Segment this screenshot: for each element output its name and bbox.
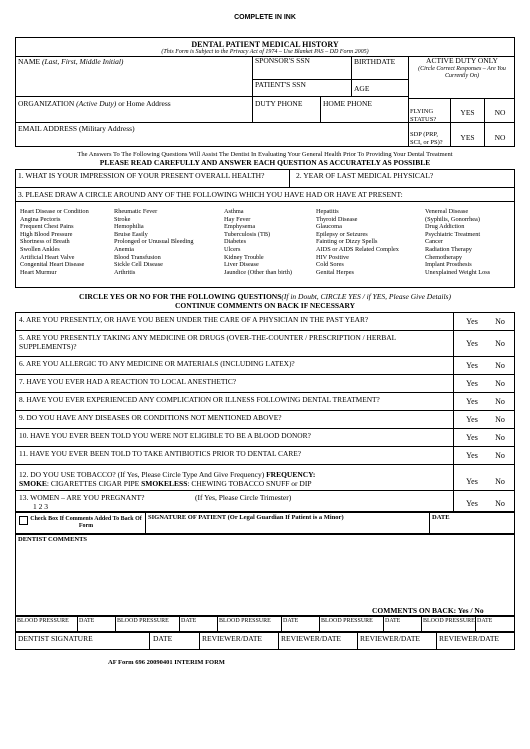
question-11[interactable]: 11. HAVE YOU EVER BEEN TOLD TO TAKE ANTIBIOTICS PRIOR TO DENTAL CARE?	[19, 449, 302, 458]
name-hint: (Last, First, Middle Initial)	[41, 57, 124, 66]
tobacco-types[interactable]	[19, 480, 312, 489]
condition-item[interactable]: HIV Positive	[316, 253, 349, 261]
condition-item[interactable]: Chemotherapy	[425, 253, 463, 261]
question-13[interactable]: 13. WOMEN – ARE YOU PREGNANT?	[19, 493, 145, 502]
question-8-yes[interactable]: Yes	[466, 397, 478, 406]
reviewer-date-1[interactable]: REVIEWER/DATE	[202, 634, 262, 643]
condition-item[interactable]: Rheumatic Fever	[114, 208, 158, 215]
checkbox-label: Check Box If Comments Added To Back Of Form	[30, 516, 142, 529]
blood-pressure-date-field[interactable]: DATE	[181, 618, 197, 624]
condition-item[interactable]: Heart Murmur	[20, 268, 57, 276]
question-4-no[interactable]: No	[495, 317, 505, 326]
dentist-comments-label: DENTIST COMMENTS	[18, 536, 88, 543]
comments-on-back[interactable]: COMMENTS ON BACK: Yes / No	[372, 606, 484, 615]
condition-item[interactable]: Artificial Heart Valve	[20, 253, 75, 261]
question-5-yes[interactable]: Yes	[466, 339, 478, 348]
condition-item[interactable]: Heart Disease or Condition	[20, 208, 89, 215]
blood-pressure-date-field[interactable]: DATE	[385, 618, 401, 624]
question-3: 3. PLEASE DRAW A CIRCLE AROUND ANY OF THE FOLLOWING WHICH YOU HAVE HAD OR HAVE AT PRESENT:	[18, 190, 403, 199]
question-4[interactable]: 4. ARE YOU PRESENTLY, OR HAVE YOU BEEN UNDER THE CARE OF A PHYSICIAN IN THE PAST YEAR?	[19, 315, 369, 324]
circle-heading-hint: (If in Doubt, CIRCLE YES / if YES, Please Give Details)	[281, 292, 451, 301]
condition-item[interactable]: Emphysema	[224, 223, 256, 231]
question-5[interactable]: 5. ARE YOU PRESENTLY TAKING ANY MEDICINE OR DRUGS (OVER-THE-COUNTER / PRESCRIPTION / HERBAL SUPPLEMENTS)?	[19, 333, 396, 351]
blood-pressure-date-field[interactable]: DATE	[477, 618, 493, 624]
condition-item[interactable]: Blood Transfusion	[114, 253, 161, 261]
sdp-yes[interactable]: YES	[460, 133, 475, 142]
smoke-label: SMOKE	[19, 479, 47, 488]
condition-item[interactable]: Cold Sores	[316, 261, 344, 269]
blood-pressure-field[interactable]: BLOOD PRESSURE	[17, 618, 69, 624]
blood-pressure-field[interactable]: BLOOD PRESSURE	[423, 618, 475, 624]
condition-item[interactable]: Hemophilia	[114, 223, 144, 231]
organization-tail: or Home Address	[118, 99, 171, 108]
patient-signature-field[interactable]: SIGNATURE OF PATIENT (Or Legal Guardian If Patient is a Minor)	[148, 514, 344, 521]
condition-item[interactable]: Kidney Trouble	[224, 253, 264, 261]
email-field[interactable]: EMAIL ADDRESS (Military Address)	[18, 124, 135, 133]
condition-item[interactable]: (Syphilis, Gonorrhea)	[425, 215, 480, 223]
question-11-no[interactable]: No	[495, 451, 505, 460]
question-8[interactable]: 8. HAVE YOU EVER EXPERIENCED ANY COMPLICATION OR ILLNESS FOLLOWING DENTAL TREATMENT?	[19, 395, 380, 404]
conditions-column-5	[425, 208, 490, 276]
question-5-no[interactable]: No	[495, 339, 505, 348]
condition-item[interactable]: Ulcers	[224, 245, 241, 253]
active-duty-hint: (Circle Correct Responses – Are You Currently On)	[418, 66, 506, 79]
question-6[interactable]: 6. ARE YOU ALLERGIC TO ANY MEDICINE OR MATERIALS (INCLUDING LATEX)?	[19, 359, 295, 368]
instructions-line2: PLEASE READ CAREFULLY AND ANSWER EACH QUESTION AS ACCURATELY AS POSSIBLE	[99, 158, 431, 167]
dentist-signature-field[interactable]: DENTIST SIGNATURE	[18, 634, 93, 643]
duty-phone-field[interactable]: DUTY PHONE	[255, 99, 303, 108]
condition-item[interactable]: Venereal Disease	[425, 208, 469, 215]
condition-item[interactable]: Drug Addiction	[425, 223, 465, 231]
blood-pressure-field[interactable]: BLOOD PRESSURE	[117, 618, 169, 624]
question-13-no[interactable]: No	[495, 499, 505, 508]
comments-added-checkbox[interactable]	[19, 516, 28, 525]
condition-item[interactable]: Implant Prosthesis	[425, 261, 472, 269]
tobacco-frequency-label: FREQUENCY:	[266, 470, 316, 479]
question-12-text: 12. DO YOU USE TOBACCO? (If Yes, Please Circle Type And Give Frequency)	[19, 470, 265, 479]
birthdate-field[interactable]: BIRTHDATE	[354, 57, 396, 66]
question-7-no[interactable]: No	[495, 379, 505, 388]
smoke-items: : CIGARETTES CIGAR PIPE	[46, 479, 140, 488]
name-field[interactable]	[18, 58, 123, 67]
question-11-yes[interactable]: Yes	[466, 451, 478, 460]
condition-item[interactable]: Jaundice (Other than birth)	[224, 268, 293, 276]
home-phone-field[interactable]: HOME PHONE	[323, 99, 372, 108]
question-10-yes[interactable]: Yes	[466, 433, 478, 442]
organization-hint: (Active Duty)	[76, 99, 117, 108]
blood-pressure-field[interactable]: BLOOD PRESSURE	[321, 618, 373, 624]
condition-item[interactable]: High Blood Pressure	[20, 230, 73, 238]
smokeless-label: SMOKELESS	[141, 479, 188, 488]
condition-item[interactable]: Cancer	[425, 238, 443, 246]
conditions-column-3	[224, 208, 292, 276]
dentist-comments-box[interactable]	[15, 534, 515, 616]
question-10-no[interactable]: No	[495, 433, 505, 442]
condition-item[interactable]: Hay Fever	[224, 215, 251, 223]
condition-item[interactable]: Congenital Heart Disease	[20, 261, 85, 269]
conditions-column-1	[20, 208, 89, 276]
condition-item[interactable]: AIDS or AIDS Related Complex	[316, 245, 399, 253]
condition-item[interactable]: Thyroid Disease	[316, 215, 358, 223]
condition-item[interactable]: Anemia	[114, 245, 134, 253]
condition-item[interactable]: Frequent Chest Pains	[20, 223, 74, 231]
instructions-line1: The Answers To The Following Questions Will Assist The Dentist In Evaluating Your General Health Prior To Providing Your Dental Treatment	[77, 151, 453, 158]
question-7[interactable]: 7. HAVE YOU EVER HAD A REACTION TO LOCAL ANESTHETIC?	[19, 377, 237, 386]
condition-item[interactable]: Liver Disease	[224, 261, 259, 269]
question-10[interactable]: 10. HAVE YOU EVER BEEN TOLD YOU WERE NOT ELIGIBLE TO BE A BLOOD DONOR?	[19, 431, 311, 440]
blood-pressure-date-field[interactable]: DATE	[79, 618, 95, 624]
condition-item[interactable]: Radiation Therapy	[425, 245, 472, 253]
question-6-no[interactable]: No	[495, 361, 505, 370]
question-13-yes[interactable]: Yes	[466, 499, 478, 508]
sdp-label: SDP (PRP, SCI, or PS)?	[410, 131, 443, 146]
review-date-field[interactable]: DATE	[153, 634, 173, 643]
organization-field[interactable]	[18, 100, 171, 109]
condition-item[interactable]: Bruise Easily	[114, 230, 148, 238]
flying-yes[interactable]: YES	[460, 108, 475, 117]
question-9-yes[interactable]: Yes	[466, 415, 478, 424]
condition-item[interactable]: Fainting or Dizzy Spells	[316, 238, 378, 246]
active-duty-only-label: ACTIVE DUTY ONLY	[426, 56, 498, 65]
condition-item[interactable]: Sickle Cell Disease	[114, 261, 163, 269]
condition-item[interactable]: Swollen Ankles	[20, 245, 60, 253]
condition-item[interactable]: Glaucoma	[316, 223, 342, 231]
complete-in-ink: COMPLETE IN INK	[234, 14, 296, 21]
blood-pressure-date-field[interactable]: DATE	[283, 618, 299, 624]
condition-item[interactable]: Arthritis	[114, 268, 136, 276]
patient-ssn-field[interactable]: PATIENT'S SSN	[255, 80, 306, 89]
continue-comments-note: CONTINUE COMMENTS ON BACK IF NECESSARY	[174, 301, 356, 310]
condition-item[interactable]: Hepatitis	[316, 208, 339, 215]
question-8-no[interactable]: No	[495, 397, 505, 406]
trimester-options[interactable]: 1 2 3	[33, 502, 48, 511]
conditions-column-4	[316, 208, 399, 276]
condition-item[interactable]: Genital Herpes	[316, 268, 354, 276]
condition-item[interactable]: Tuberculosis (TB)	[224, 230, 271, 238]
condition-item[interactable]: Prolonged or Unusual Bleeding	[114, 238, 194, 246]
circle-heading-main: CIRCLE YES OR NO FOR THE FOLLOWING QUESTIONS	[79, 292, 282, 301]
flying-status-label: FLYING STATUS?	[410, 108, 437, 123]
question-4-yes[interactable]: Yes	[466, 317, 478, 326]
condition-item[interactable]: Shortness of Breath	[20, 238, 70, 246]
condition-item[interactable]: Unexplained Weight Loss	[425, 268, 491, 276]
conditions-column-2	[114, 208, 194, 276]
organization-label: ORGANIZATION	[18, 99, 75, 108]
flying-no[interactable]: NO	[494, 108, 506, 117]
condition-item[interactable]: Asthma	[224, 208, 244, 215]
name-label: NAME	[18, 57, 41, 66]
smokeless-items: : CHEWING TOBACCO SNUFF or DIP	[187, 479, 312, 488]
question-13-hint: (If Yes, Please Circle Trimester)	[195, 493, 292, 502]
condition-item[interactable]: Diabetes	[224, 238, 247, 246]
sdp-no[interactable]: NO	[494, 133, 506, 142]
form-title: DENTAL PATIENT MEDICAL HISTORY	[191, 40, 339, 49]
question-12-yes[interactable]: Yes	[466, 477, 478, 486]
signature-date-field[interactable]: DATE	[432, 514, 450, 521]
age-field[interactable]: AGE	[354, 84, 370, 93]
condition-item[interactable]: Stroke	[114, 215, 131, 223]
reviewer-date-4[interactable]: REVIEWER/DATE	[439, 634, 499, 643]
question-6-yes[interactable]: Yes	[466, 361, 478, 370]
question-9-no[interactable]: No	[495, 415, 505, 424]
question-7-yes[interactable]: Yes	[466, 379, 478, 388]
form-footer: AF Form 696 20090401 INTERIM FORM	[108, 659, 225, 666]
question-9[interactable]: 9. DO YOU HAVE ANY DISEASES OR CONDITIONS NOT MENTIONED ABOVE?	[19, 413, 282, 422]
condition-item[interactable]: Psychiatric Treatment	[425, 230, 481, 238]
condition-item[interactable]: Angina Pectoris	[20, 215, 61, 223]
question-12-no[interactable]: No	[495, 477, 505, 486]
question-1[interactable]: 1. WHAT IS YOUR IMPRESSION OF YOUR PRESENT OVERALL HEALTH?	[18, 171, 265, 180]
sponsor-ssn-field[interactable]: SPONSOR'S SSN	[255, 56, 310, 65]
question-2[interactable]: 2. YEAR OF LAST MEDICAL PHYSICAL?	[296, 171, 434, 180]
condition-item[interactable]: Epilepsy or Seizures	[316, 230, 368, 238]
blood-pressure-field[interactable]: BLOOD PRESSURE	[219, 618, 271, 624]
privacy-note: (This Form is Subject to the Privacy Act of 1974 – Use Blanket PAS – DD Form 2005)	[161, 49, 369, 55]
reviewer-date-3[interactable]: REVIEWER/DATE	[360, 634, 420, 643]
reviewer-date-2[interactable]: REVIEWER/DATE	[281, 634, 341, 643]
